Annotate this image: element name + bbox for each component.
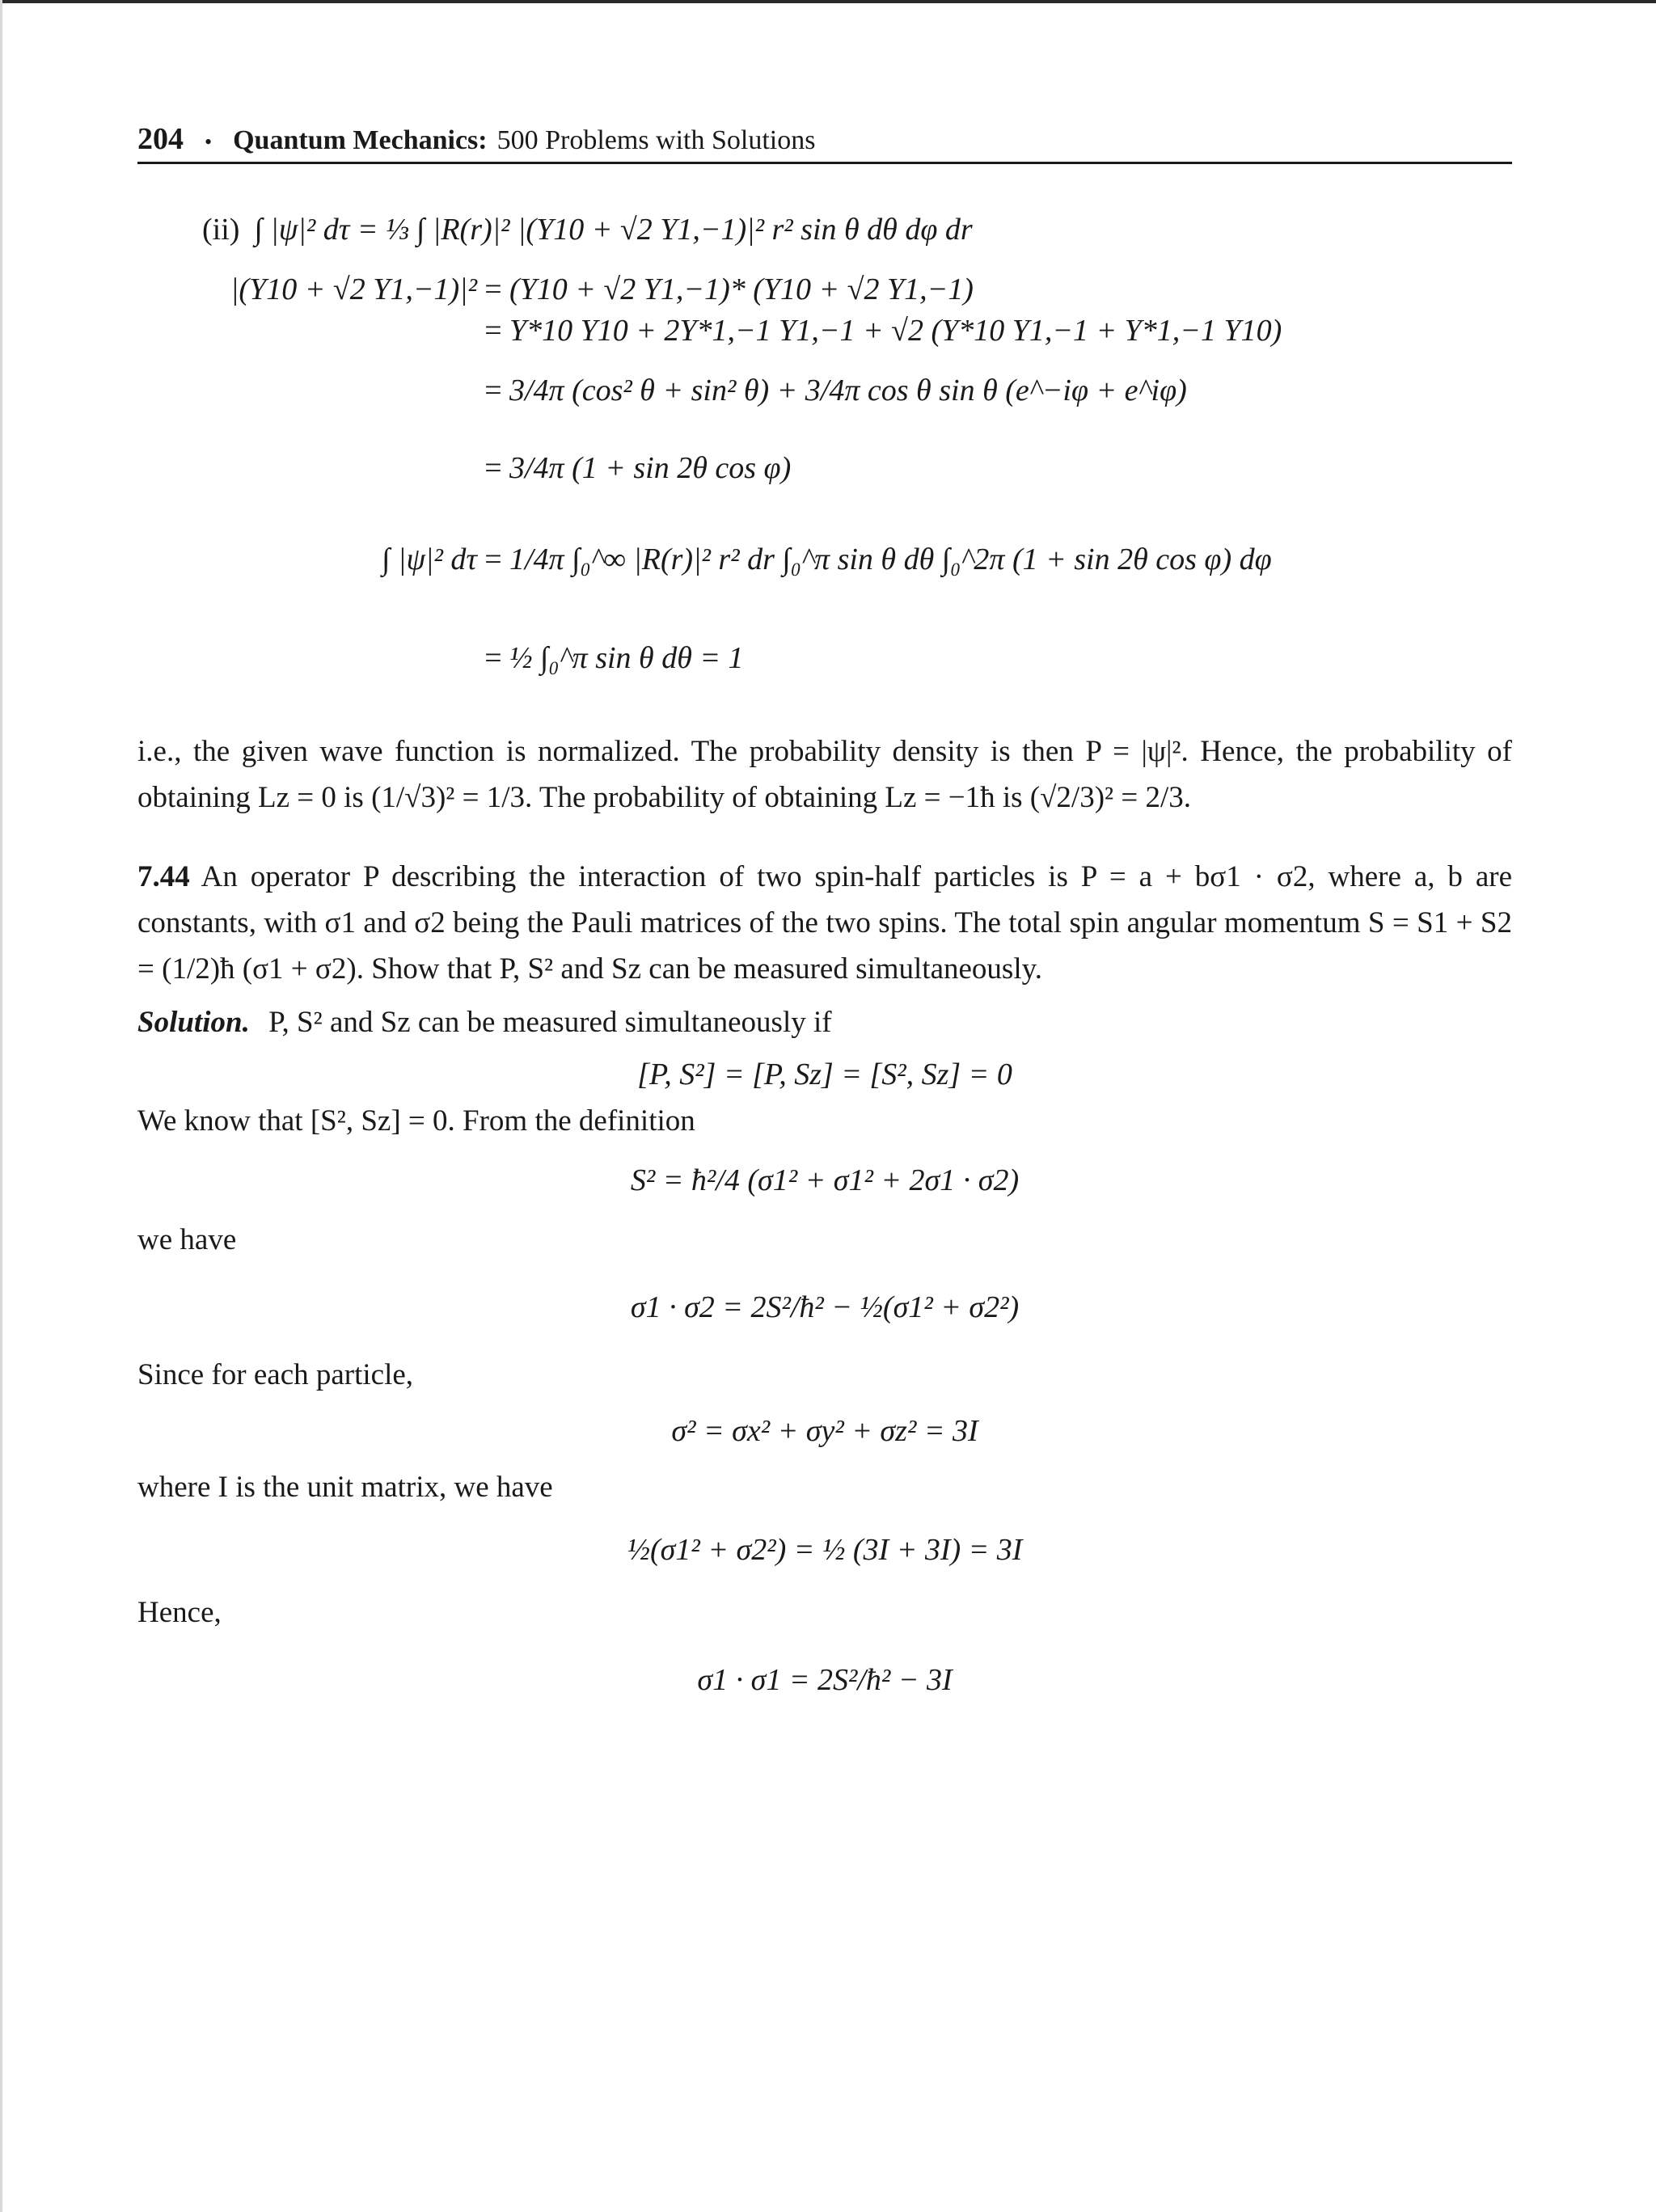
normalization-integral: ∫ |ψ|² dτ = ⅓ ∫ |R(r)|² |(Y10 + √2 Y1,−1)|² r² sin θ dθ dφ dr	[254, 213, 973, 247]
commutator-equation: [P, S²] = [P, Sz] = [S², Sz] = 0	[637, 1057, 1012, 1091]
normalization-conclusion: i.e., the given wave function is normalized. The probability density is then P = |ψ|². Hence, the probability of obtaining Lz = 0 is (1/√3)² = 1/3. The probability of obtaining Lz = −1ħ is (√2/3)² = 2/3.	[137, 734, 1512, 815]
scan-edge-top	[0, 0, 1656, 3]
integral-lhs: ∫ |ψ|² dτ	[382, 542, 477, 577]
part-ii-label: (ii)	[202, 213, 240, 247]
solution-label: Solution.	[137, 1005, 250, 1039]
simplified-form: 3/4π (1 + sin 2θ cos φ)	[509, 450, 792, 485]
equals-sign: =	[484, 314, 502, 348]
part-ii-derivation	[137, 213, 1512, 701]
expansion-equations	[137, 272, 1512, 701]
book-title-rest: 500 Problems with Solutions	[496, 125, 816, 155]
header-separator: •	[205, 130, 213, 154]
modulus-square-lhs: |(Y10 + √2 Y1,−1)|²	[230, 272, 477, 306]
we-have-label: we have	[137, 1222, 237, 1256]
solution-intro: P, S² and Sz can be measured simultaneously if	[268, 1005, 832, 1039]
solution-intro-line	[137, 999, 1512, 1045]
equals-sign: =	[484, 272, 502, 306]
unit-matrix-line: where I is the unit matrix, we have	[137, 1470, 553, 1504]
we-know-line: We know that [S², Sz] = 0. From the definition	[137, 1104, 695, 1138]
half-sum-equation: ½(σ1² + σ2²) = ½ (3I + 3I) = 3I	[627, 1532, 1023, 1567]
scan-edge-left	[0, 0, 2, 2212]
sigma-squared-equation: σ² = σx² + σy² + σz² = 3I	[671, 1413, 978, 1448]
problem-7-44	[137, 854, 1512, 993]
triple-integral: 1/4π ∫₀^∞ |R(r)|² r² dr ∫₀^π sin θ dθ ∫₀^2π (1 + sin 2θ cos φ) dφ	[509, 542, 1272, 577]
problem-number: 7.44	[137, 859, 190, 893]
since-label: Since for each particle,	[137, 1357, 414, 1391]
equals-sign: =	[484, 641, 502, 676]
part-ii-line-1	[137, 213, 1512, 248]
s-squared-definition: S² = ħ²/4 (σ1² + σ1² + 2σ1 · σ2)	[630, 1163, 1020, 1197]
problem-statement: An operator P describing the interaction of two spin-half particles is P = a + bσ1 · σ2, where a, b are constants, with σ1 and σ2 being the Pauli matrices of the two spins. The total spin angular momentum S = S1 + S2 = (1/2)ħ (σ1 + σ2). Show that P, S² and Sz can be measured simultaneously.	[137, 859, 1512, 986]
expanded-product: Y*10 Y10 + 2Y*1,−1 Y1,−1 + √2 (Y*10 Y1,−1 + Y*1,−1 Y10)	[509, 314, 1282, 348]
modulus-square-rhs: (Y10 + √2 Y1,−1)* (Y10 + √2 Y1,−1)	[509, 272, 974, 306]
page-number: 204	[137, 122, 184, 156]
equals-sign: =	[484, 542, 502, 577]
normalization-result: ½ ∫₀^π sin θ dθ = 1	[509, 641, 744, 676]
hence-label: Hence,	[137, 1595, 222, 1629]
sigma-dot-product-equation: σ1 · σ2 = 2S²/ħ² − ½(σ1² + σ2²)	[630, 1290, 1020, 1324]
equals-sign: =	[484, 374, 502, 408]
book-title-bold: Quantum Mechanics:	[233, 125, 488, 155]
final-equation: σ1 · σ1 = 2S²/ħ² − 3I	[697, 1662, 953, 1697]
book-page	[137, 121, 1512, 1730]
equals-sign: =	[484, 450, 502, 485]
trig-form: 3/4π (cos² θ + sin² θ) + 3/4π cos θ sin θ (e^−iφ + e^iφ)	[509, 374, 1187, 408]
running-header	[137, 121, 1512, 164]
